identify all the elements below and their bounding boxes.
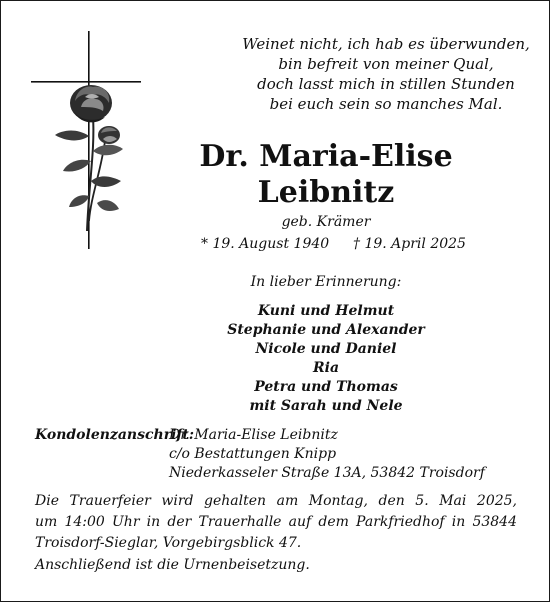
mourner: Nicole und Daniel — [255, 341, 397, 357]
ceremony-line: Die Trauerfeier wird gehalten am Montag, den 5. Mai 2025, — [35, 493, 517, 509]
cross-with-rose-icon — [31, 31, 141, 251]
poem — [236, 34, 536, 114]
ceremony-info — [35, 491, 517, 554]
death-date: † 19. April 2025 — [353, 236, 466, 252]
closing-note: Anschließend ist die Urnenbeisetzung. — [35, 557, 310, 573]
mourner: mit Sarah und Nele — [249, 398, 403, 414]
maiden-name: geb. Krämer — [281, 214, 371, 230]
poem-line: Weinet nicht, ich hab es überwunden, — [242, 35, 530, 53]
address-line: c/o Bestattungen Knipp — [169, 446, 337, 462]
mourners-list — [156, 302, 496, 416]
poem-line: bei euch sein so manches Mal. — [269, 95, 503, 113]
mourner: Kuni und Helmut — [257, 303, 395, 319]
birth-date: * 19. August 1940 — [201, 236, 330, 252]
condolence-label: Kondolenzanschrift: — [35, 427, 195, 443]
poem-line: bin befreit von meiner Qual, — [278, 55, 494, 73]
mourner: Stephanie und Alexander — [227, 322, 425, 338]
poem-line: doch lasst mich in stillen Stunden — [257, 75, 515, 93]
name-line-1: Dr. Maria-Elise — [199, 139, 453, 174]
name-line-2: Leibnitz — [257, 175, 395, 210]
ceremony-line: um 14:00 Uhr in der Trauerhalle auf dem Parkfriedhof in 53844 — [35, 514, 517, 530]
condolence-lines — [169, 426, 485, 483]
deceased-name — [156, 139, 496, 211]
mourner: Petra und Thomas — [254, 379, 398, 395]
address-line: Dr. Maria-Elise Leibnitz — [169, 427, 338, 443]
mourner: Ria — [312, 360, 340, 376]
address-line: Niederkasseler Straße 13A, 53842 Troisdorf — [169, 465, 485, 481]
memory-heading: In lieber Erinnerung: — [250, 274, 402, 290]
ceremony-line: Troisdorf-Sieglar, Vorgebirgsblick 47. — [35, 535, 302, 551]
